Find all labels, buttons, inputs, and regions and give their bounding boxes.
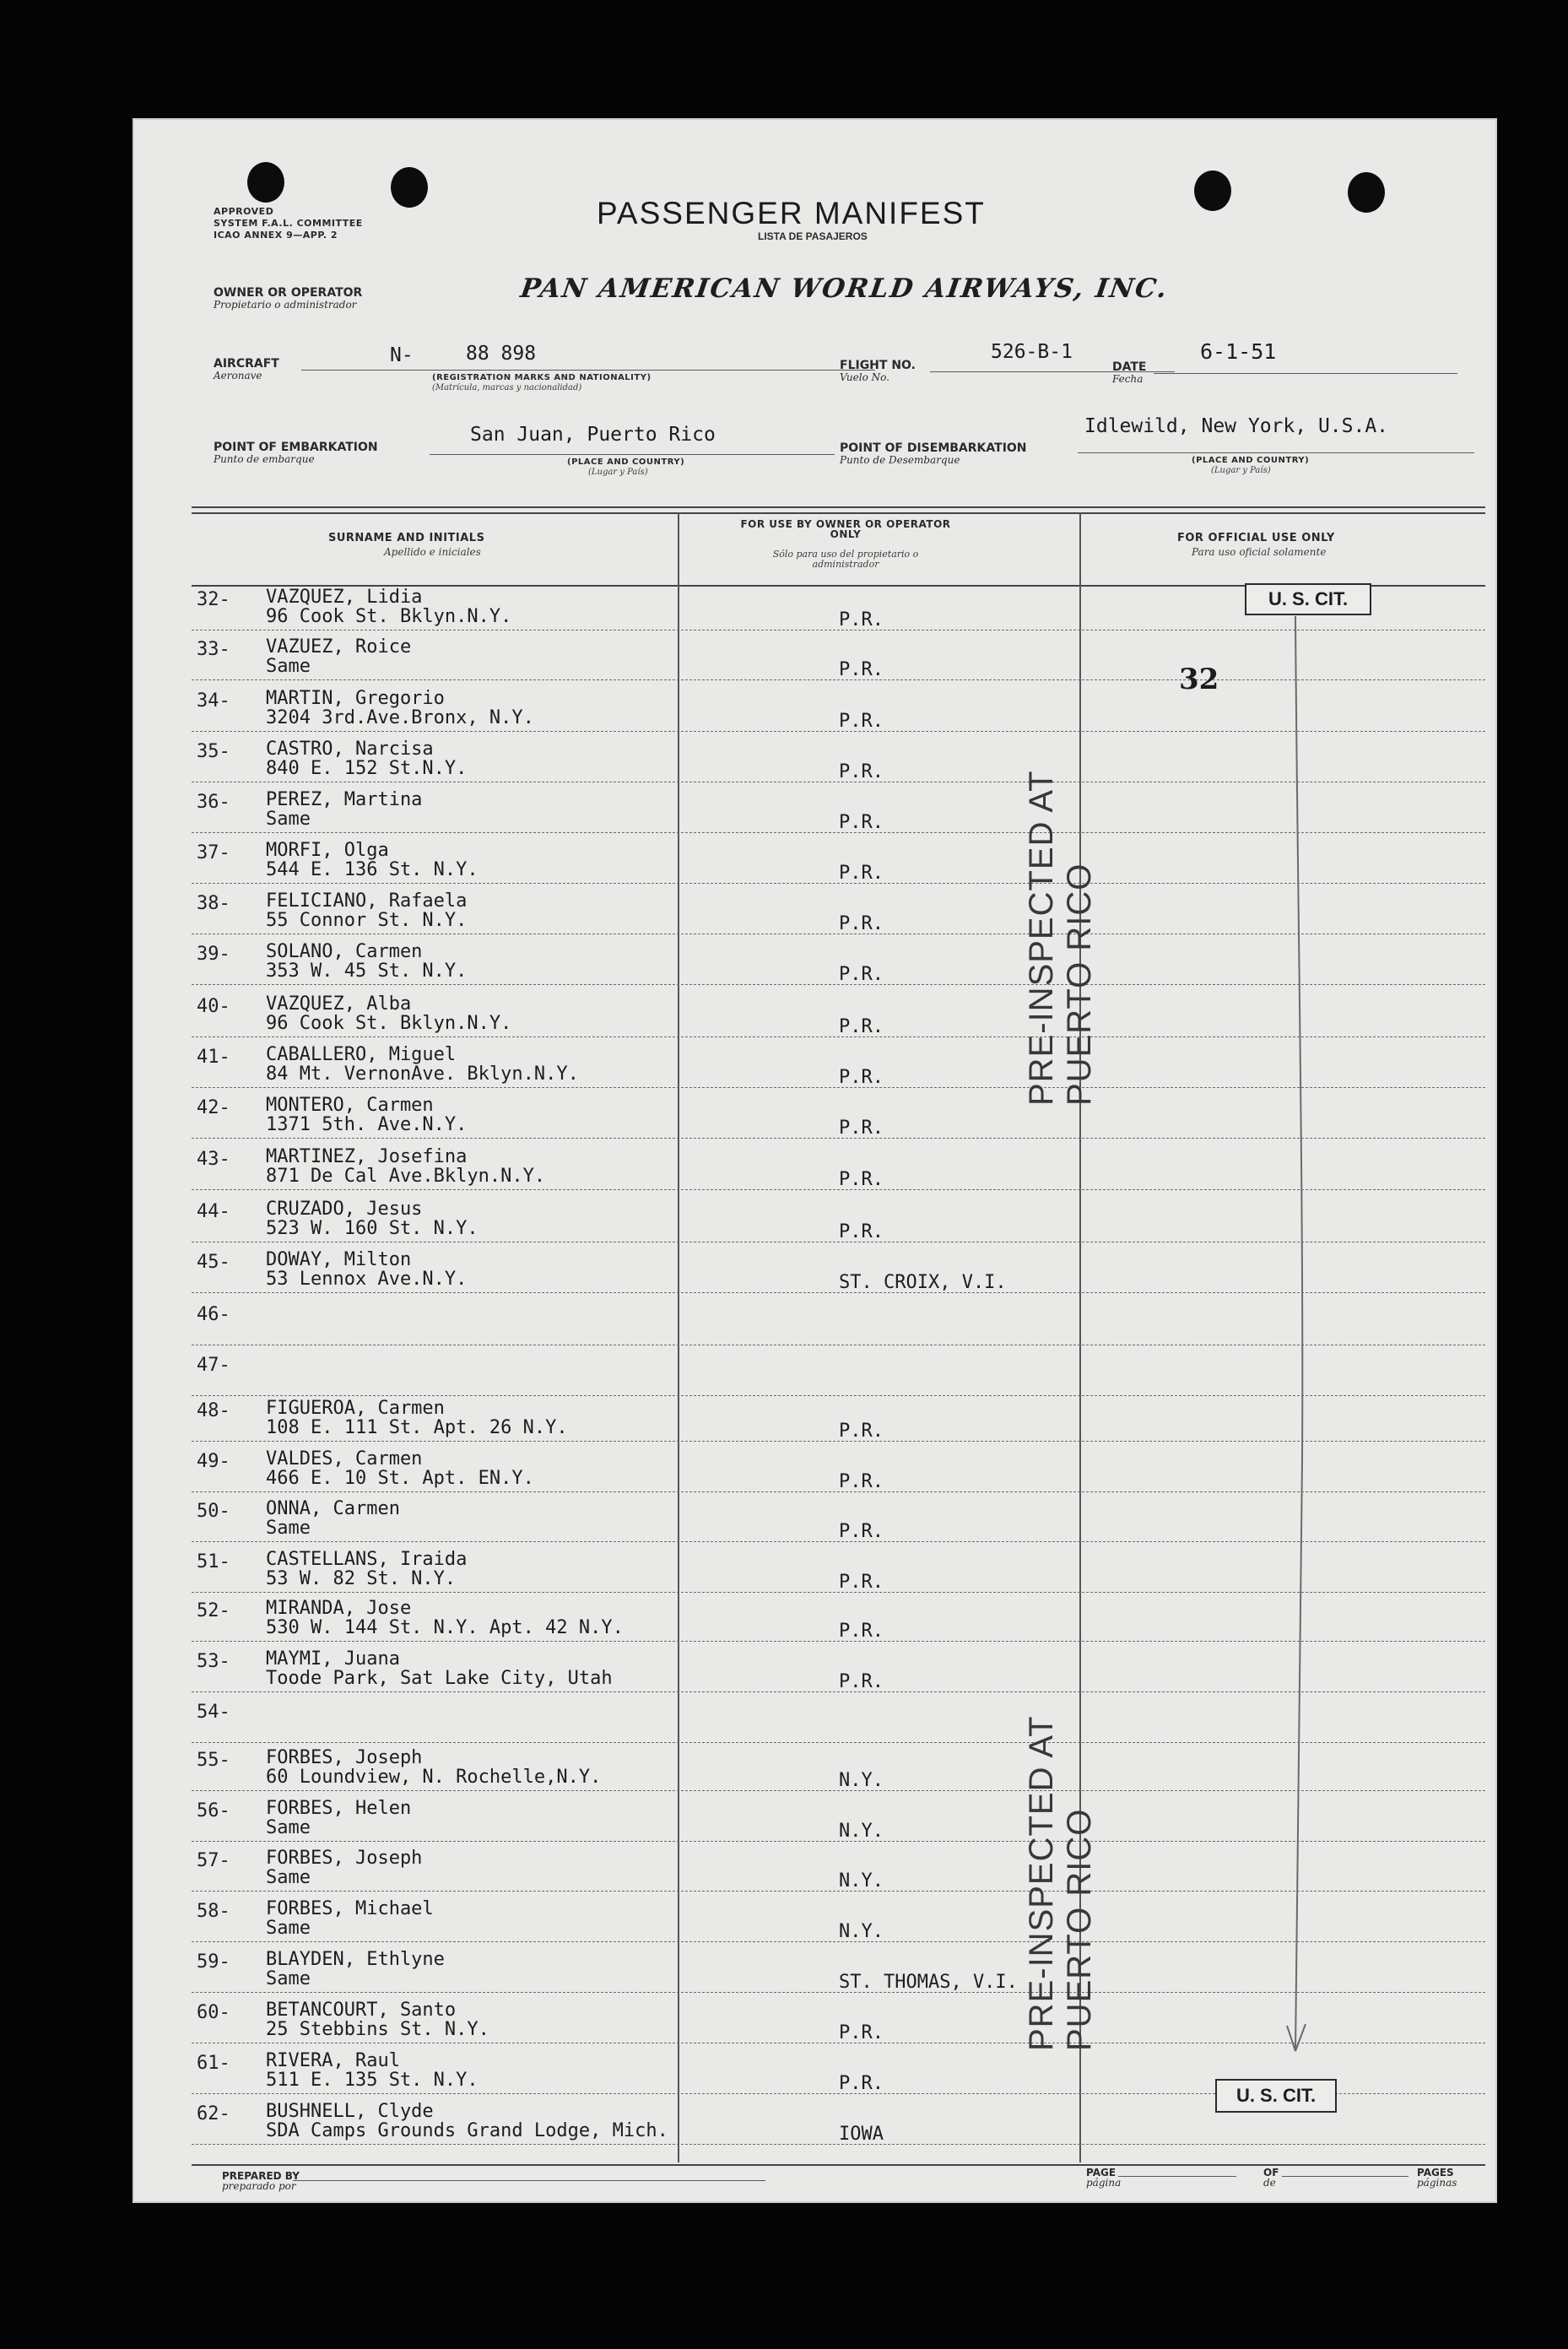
- ditto-line: [1280, 616, 1331, 2076]
- column-header-official: FOR OFFICIAL USE ONLY: [1177, 532, 1335, 544]
- owner-use-value: P.R.: [839, 1572, 884, 1593]
- owner-use-value: P.R.: [839, 659, 884, 680]
- passenger-address: 840 E. 152 St.N.Y.: [266, 758, 468, 779]
- passenger-address: SDA Camps Grounds Grand Lodge, Mich.: [266, 2120, 668, 2141]
- passenger-address: 3204 3rd.Ave.Bronx, N.Y.: [266, 707, 534, 728]
- passenger-address: 511 E. 135 St. N.Y.: [266, 2070, 479, 2091]
- owner-use-value: P.R.: [839, 1621, 884, 1642]
- passenger-address: 96 Cook St. Bklyn.N.Y.: [266, 1013, 512, 1034]
- passenger-address: 96 Cook St. Bklyn.N.Y.: [266, 606, 512, 627]
- table-top-rule: [192, 506, 1485, 508]
- date-underline: [1154, 373, 1457, 374]
- passenger-name: CABALLERO, Miguel: [266, 1044, 457, 1065]
- passenger-address: Same: [266, 1817, 311, 1838]
- passenger-name: VAZQUEZ, Lidia: [266, 587, 423, 608]
- passenger-name: FORBES, Helen: [266, 1798, 412, 1819]
- owner-use-value: P.R.: [839, 2022, 884, 2043]
- passenger-name: FELICIANO, Rafaela: [266, 890, 468, 912]
- row-number: 56-: [197, 1800, 230, 1821]
- passenger-address: 544 E. 136 St. N.Y.: [266, 859, 479, 880]
- row-number: 45-: [197, 1252, 230, 1273]
- passenger-name: CRUZADO, Jesus: [266, 1199, 423, 1220]
- passenger-address: Same: [266, 1867, 311, 1888]
- row-rule: [192, 2144, 1485, 2145]
- owner-use-value: P.R.: [839, 761, 884, 782]
- passenger-address: Same: [266, 1968, 311, 1989]
- passenger-name: MORFI, Olga: [266, 840, 389, 861]
- row-number: 53-: [197, 1651, 230, 1672]
- owner-use-value: ST. CROIX, V.I.: [839, 1272, 1007, 1293]
- aircraft-underline: [301, 370, 875, 371]
- of-underline: [1282, 2176, 1408, 2177]
- page-subtitle: LISTA DE PASAJEROS: [758, 230, 868, 242]
- place-note-es: (Lugar y País): [588, 468, 648, 477]
- passenger-address: 53 W. 82 St. N.Y.: [266, 1568, 457, 1589]
- passenger-address: 530 W. 144 St. N.Y. Apt. 42 N.Y.: [266, 1617, 624, 1638]
- owner-use-value: P.R.: [839, 863, 884, 884]
- owner-use-value: P.R.: [839, 1421, 884, 1442]
- passenger-name: FORBES, Joseph: [266, 1747, 423, 1768]
- aircraft-prefix: N-: [390, 344, 414, 366]
- passenger-name: FORBES, Michael: [266, 1898, 434, 1919]
- column-divider: [678, 512, 679, 2162]
- passenger-address: 1371 5th. Ave.N.Y.: [266, 1114, 468, 1135]
- passenger-address: 55 Connor St. N.Y.: [266, 910, 468, 931]
- passenger-address: Same: [266, 656, 311, 677]
- page-underline: [1118, 2176, 1236, 2177]
- disembark-value: Idlewild, New York, U.S.A.: [1084, 415, 1389, 437]
- passenger-address: Same: [266, 1918, 311, 1939]
- date-value: 6-1-51: [1200, 339, 1277, 364]
- passenger-address: 466 E. 10 St. Apt. EN.Y.: [266, 1468, 534, 1489]
- row-number: 59-: [197, 1951, 230, 1973]
- row-number: 48-: [197, 1400, 230, 1421]
- passenger-address: 871 De Cal Ave.Bklyn.N.Y.: [266, 1166, 546, 1187]
- passenger-address: Toode Park, Sat Lake City, Utah: [266, 1668, 613, 1689]
- passenger-name: MAYMI, Juana: [266, 1648, 400, 1670]
- passenger-address: Same: [266, 809, 311, 830]
- prepared-label: PREPARED BY preparado por: [222, 2170, 300, 2192]
- row-number: 42-: [197, 1097, 230, 1118]
- flight-label: FLIGHT NO. Vuelo No.: [840, 359, 916, 383]
- owner-use-value: N.Y.: [839, 1770, 884, 1791]
- row-number: 47-: [197, 1355, 230, 1376]
- row-number: 61-: [197, 2053, 230, 2074]
- owner-use-value: P.R.: [839, 609, 884, 631]
- passenger-name: MONTERO, Carmen: [266, 1095, 434, 1116]
- manifest-sheet: [132, 118, 1497, 2203]
- row-number: 37-: [197, 842, 230, 863]
- row-number: 58-: [197, 1901, 230, 1922]
- passenger-name: FORBES, Joseph: [266, 1848, 423, 1869]
- preinspected-stamp: PRE-INSPECTED AT PUERTO RICO: [1023, 1716, 1098, 2051]
- passenger-name: DOWAY, Milton: [266, 1249, 412, 1270]
- punch-hole: [1194, 170, 1231, 211]
- pages-label: PAGES páginas: [1417, 2167, 1457, 2189]
- disembark-underline: [1078, 452, 1474, 453]
- row-number: 36-: [197, 792, 230, 813]
- row-number: 35-: [197, 741, 230, 762]
- passenger-address: 523 W. 160 St. N.Y.: [266, 1218, 479, 1239]
- owner-use-value: IOWA: [839, 2124, 884, 2145]
- disembark-label: POINT OF DISEMBARKATION Punto de Desembarque: [840, 441, 1027, 466]
- passenger-address: 60 Loundview, N. Rochelle,N.Y.: [266, 1767, 602, 1788]
- row-number: 49-: [197, 1451, 230, 1472]
- approval-block: [214, 206, 363, 241]
- column-header-surname-es: Apellido e iniciales: [384, 546, 481, 558]
- owner-use-value: P.R.: [839, 1521, 884, 1542]
- us-cit-stamp: U. S. CIT.: [1245, 583, 1371, 615]
- passenger-name: ONNA, Carmen: [266, 1498, 400, 1519]
- registration-note-es: (Matrícula, marcas y nacionalidad): [432, 383, 582, 392]
- column-header-surname: SURNAME AND INITIALS: [328, 532, 485, 544]
- passenger-name: BETANCOURT, Santo: [266, 2000, 457, 2021]
- passenger-name: CASTRO, Narcisa: [266, 739, 434, 760]
- owner-use-value: N.Y.: [839, 1921, 884, 1942]
- passenger-name: VAZQUEZ, Alba: [266, 993, 412, 1015]
- column-header-owner: FOR USE BY OWNER OR OPERATOR ONLY: [740, 518, 951, 540]
- owner-use-value: P.R.: [839, 1067, 884, 1088]
- row-number: 62-: [197, 2103, 230, 2124]
- punch-hole: [247, 162, 284, 203]
- passenger-name: RIVERA, Raul: [266, 2050, 400, 2071]
- owner-use-value: P.R.: [839, 1221, 884, 1242]
- row-number: 54-: [197, 1702, 230, 1723]
- of-label: OF de: [1263, 2167, 1279, 2189]
- place-note-es: (Lugar y País): [1211, 466, 1271, 475]
- passenger-address: 53 Lennox Ave.N.Y.: [266, 1269, 468, 1290]
- row-number: 52-: [197, 1600, 230, 1621]
- row-number: 51-: [197, 1551, 230, 1572]
- owner-use-value: ST. THOMAS, V.I.: [839, 1972, 1018, 1993]
- aircraft-label: AIRCRAFT Aeronave: [214, 357, 279, 382]
- owner-use-value: P.R.: [839, 2073, 884, 2094]
- owner-use-value: P.R.: [839, 1169, 884, 1190]
- row-number: 55-: [197, 1750, 230, 1771]
- preinspected-stamp: PRE-INSPECTED AT PUERTO RICO: [1023, 771, 1098, 1106]
- embark-underline: [430, 454, 835, 455]
- owner-use-value: N.Y.: [839, 1870, 884, 1892]
- passenger-name: FIGUEROA, Carmen: [266, 1398, 445, 1419]
- row-number: 40-: [197, 996, 230, 1017]
- punch-hole: [391, 167, 428, 208]
- table-top-rule: [192, 512, 1485, 514]
- row-number: 32-: [197, 589, 230, 610]
- row-number: 57-: [197, 1850, 230, 1871]
- passenger-name: BLAYDEN, Ethlyne: [266, 1949, 445, 1970]
- punch-hole: [1348, 172, 1385, 213]
- passenger-name: MIRANDA, Jose: [266, 1598, 412, 1619]
- row-number: 50-: [197, 1501, 230, 1522]
- embark-label: POINT OF EMBARKATION Punto de embarque: [214, 441, 378, 465]
- column-header-official-es: Para uso oficial solamente: [1192, 546, 1327, 558]
- passenger-address: Same: [266, 1518, 311, 1539]
- passenger-name: VAZUEZ, Roice: [266, 636, 412, 658]
- table-bottom-rule: [192, 2164, 1485, 2166]
- owner-use-value: P.R.: [839, 1118, 884, 1139]
- passenger-name: MARTIN, Gregorio: [266, 688, 445, 709]
- row-number: 46-: [197, 1304, 230, 1325]
- place-note: (PLACE AND COUNTRY): [567, 457, 685, 467]
- owner-use-value: N.Y.: [839, 1821, 884, 1842]
- passenger-address: 353 W. 45 St. N.Y.: [266, 961, 468, 982]
- us-cit-stamp: U. S. CIT.: [1215, 2079, 1337, 2113]
- approval-line: APPROVED: [214, 206, 274, 217]
- owner-value: PAN AMERICAN WORLD AIRWAYS, INC.: [518, 273, 1171, 304]
- owner-label: OWNER OR OPERATOR Propietario o administrador: [214, 286, 363, 311]
- passenger-address: 84 Mt. VernonAve. Bklyn.N.Y.: [266, 1064, 579, 1085]
- passenger-name: VALDES, Carmen: [266, 1448, 423, 1469]
- owner-use-value: P.R.: [839, 812, 884, 833]
- row-number: 60-: [197, 2002, 230, 2023]
- approval-line: ICAO ANNEX 9—APP. 2: [214, 230, 338, 241]
- page-title: PASSENGER MANIFEST: [597, 196, 986, 230]
- passenger-address: 25 Stebbins St. N.Y.: [266, 2019, 489, 2040]
- row-number: 39-: [197, 944, 230, 965]
- passenger-count: 32: [1179, 663, 1219, 696]
- place-note: (PLACE AND COUNTRY): [1192, 456, 1310, 465]
- owner-use-value: P.R.: [839, 913, 884, 934]
- passenger-name: PEREZ, Martina: [266, 789, 423, 810]
- owner-use-value: P.R.: [839, 964, 884, 985]
- passenger-name: SOLANO, Carmen: [266, 941, 423, 962]
- passenger-address: 108 E. 111 St. Apt. 26 N.Y.: [266, 1417, 568, 1438]
- passenger-name: CASTELLANS, Iraida: [266, 1549, 468, 1570]
- passenger-name: MARTINEZ, Josefina: [266, 1146, 468, 1167]
- row-number: 43-: [197, 1149, 230, 1170]
- row-number: 41-: [197, 1047, 230, 1068]
- owner-use-value: P.R.: [839, 1016, 884, 1037]
- owner-use-value: P.R.: [839, 711, 884, 732]
- column-header-owner-es: Sólo para uso del propietario o administrador: [772, 549, 919, 570]
- owner-use-value: P.R.: [839, 1471, 884, 1492]
- passenger-name: BUSHNELL, Clyde: [266, 2101, 434, 2122]
- aircraft-value: 88 898: [466, 343, 537, 365]
- row-number: 38-: [197, 893, 230, 914]
- owner-use-value: P.R.: [839, 1671, 884, 1692]
- row-number: 34-: [197, 690, 230, 712]
- embark-value: San Juan, Puerto Rico: [470, 424, 716, 446]
- page-label: PAGE página: [1086, 2167, 1122, 2189]
- approval-line: SYSTEM F.A.L. COMMITTEE: [214, 218, 363, 229]
- date-label: DATE Fecha: [1112, 360, 1147, 385]
- row-number: 44-: [197, 1201, 230, 1222]
- row-number: 33-: [197, 639, 230, 660]
- registration-note: (REGISTRATION MARKS AND NATIONALITY): [432, 373, 652, 382]
- flight-value: 526-B-1: [991, 341, 1073, 363]
- prepared-underline: [293, 2180, 765, 2181]
